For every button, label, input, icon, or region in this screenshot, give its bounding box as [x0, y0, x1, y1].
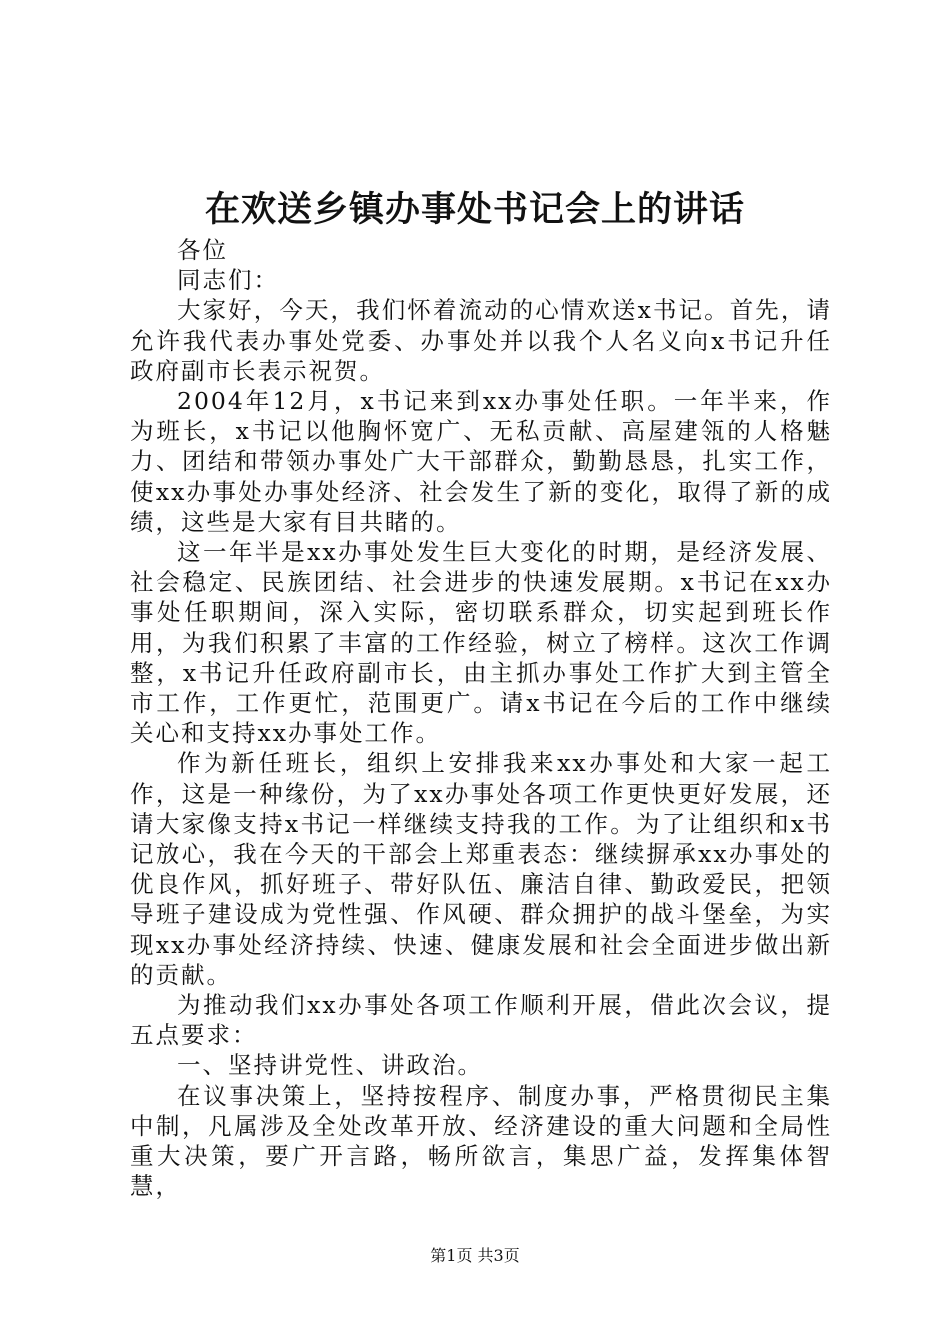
section-heading: 一、坚持讲党性、讲政治。 [177, 1051, 483, 1080]
page-number-footer: 第1页 共3页 [430, 1246, 520, 1265]
paragraph: 作为新任班长，组织上安排我来xx办事处和大家一起工作，这是一种缘份，为了xx办事处各项工作更快更好发展，还请大家像支持x书记一样继续支持我的工作。为了让组织和x书记放心，我在今天的干部会上郑重表态：继续摒承xx办事处的优良作风，抓好班子、带好队伍、廉洁自律、勤政爱民，把领导班子建设成为党性强、作风硬、群众拥护的战斗堡垒，为实现xx办事处经济持续、快速、健康发展和社会全面进步做出新的贡献。 [130, 749, 832, 989]
paragraph: 这一年半是xx办事处发生巨大变化的时期，是经济发展、社会稳定、民族团结、社会进步的快速发展期。x书记在xx办事处任职期间，深入实际，密切联系群众，切实起到班长作用，为我们积累了丰富的工作经验，树立了榜样。这次工作调整，x书记升任政府副市长，由主抓办事处工作扩大到主管全市工作，工作更忙，范围更广。请x书记在今后的工作中继续关心和支持xx办事处工作。 [130, 538, 832, 748]
paragraph: 大家好，今天，我们怀着流动的心情欢送x书记。首先，请允许我代表办事处党委、办事处并以我个人名义向x书记升任政府副市长表示祝贺。 [130, 296, 832, 385]
document-body [130, 235, 832, 1202]
document-title: 在欢送乡镇办事处书记会上的讲话 [204, 189, 745, 230]
paragraph-salutation-1: 各位 [177, 236, 228, 264]
paragraph: 为推动我们xx办事处各项工作顺利开展，借此次会议，提五点要求： [130, 991, 832, 1050]
paragraph: 在议事决策上，坚持按程序、制度办事，严格贯彻民主集中制，凡属涉及全处改革开放、经济建设的重大问题和全局性重大决策，要广开言路，畅所欲言，集思广益，发挥集体智慧， [130, 1081, 832, 1201]
paragraph: 2004年12月，x书记来到xx办事处任职。一年半来，作为班长，x书记以他胸怀宽广、无私贡献、高屋建瓴的人格魅力、团结和带领办事处广大干部群众，勤勤恳恳，扎实工作，使xx办事处办事处经济、社会发生了新的变化，取得了新的成绩，这些是大家有目共睹的。 [130, 387, 832, 536]
paragraph-salutation-2: 同志们： [177, 266, 279, 295]
